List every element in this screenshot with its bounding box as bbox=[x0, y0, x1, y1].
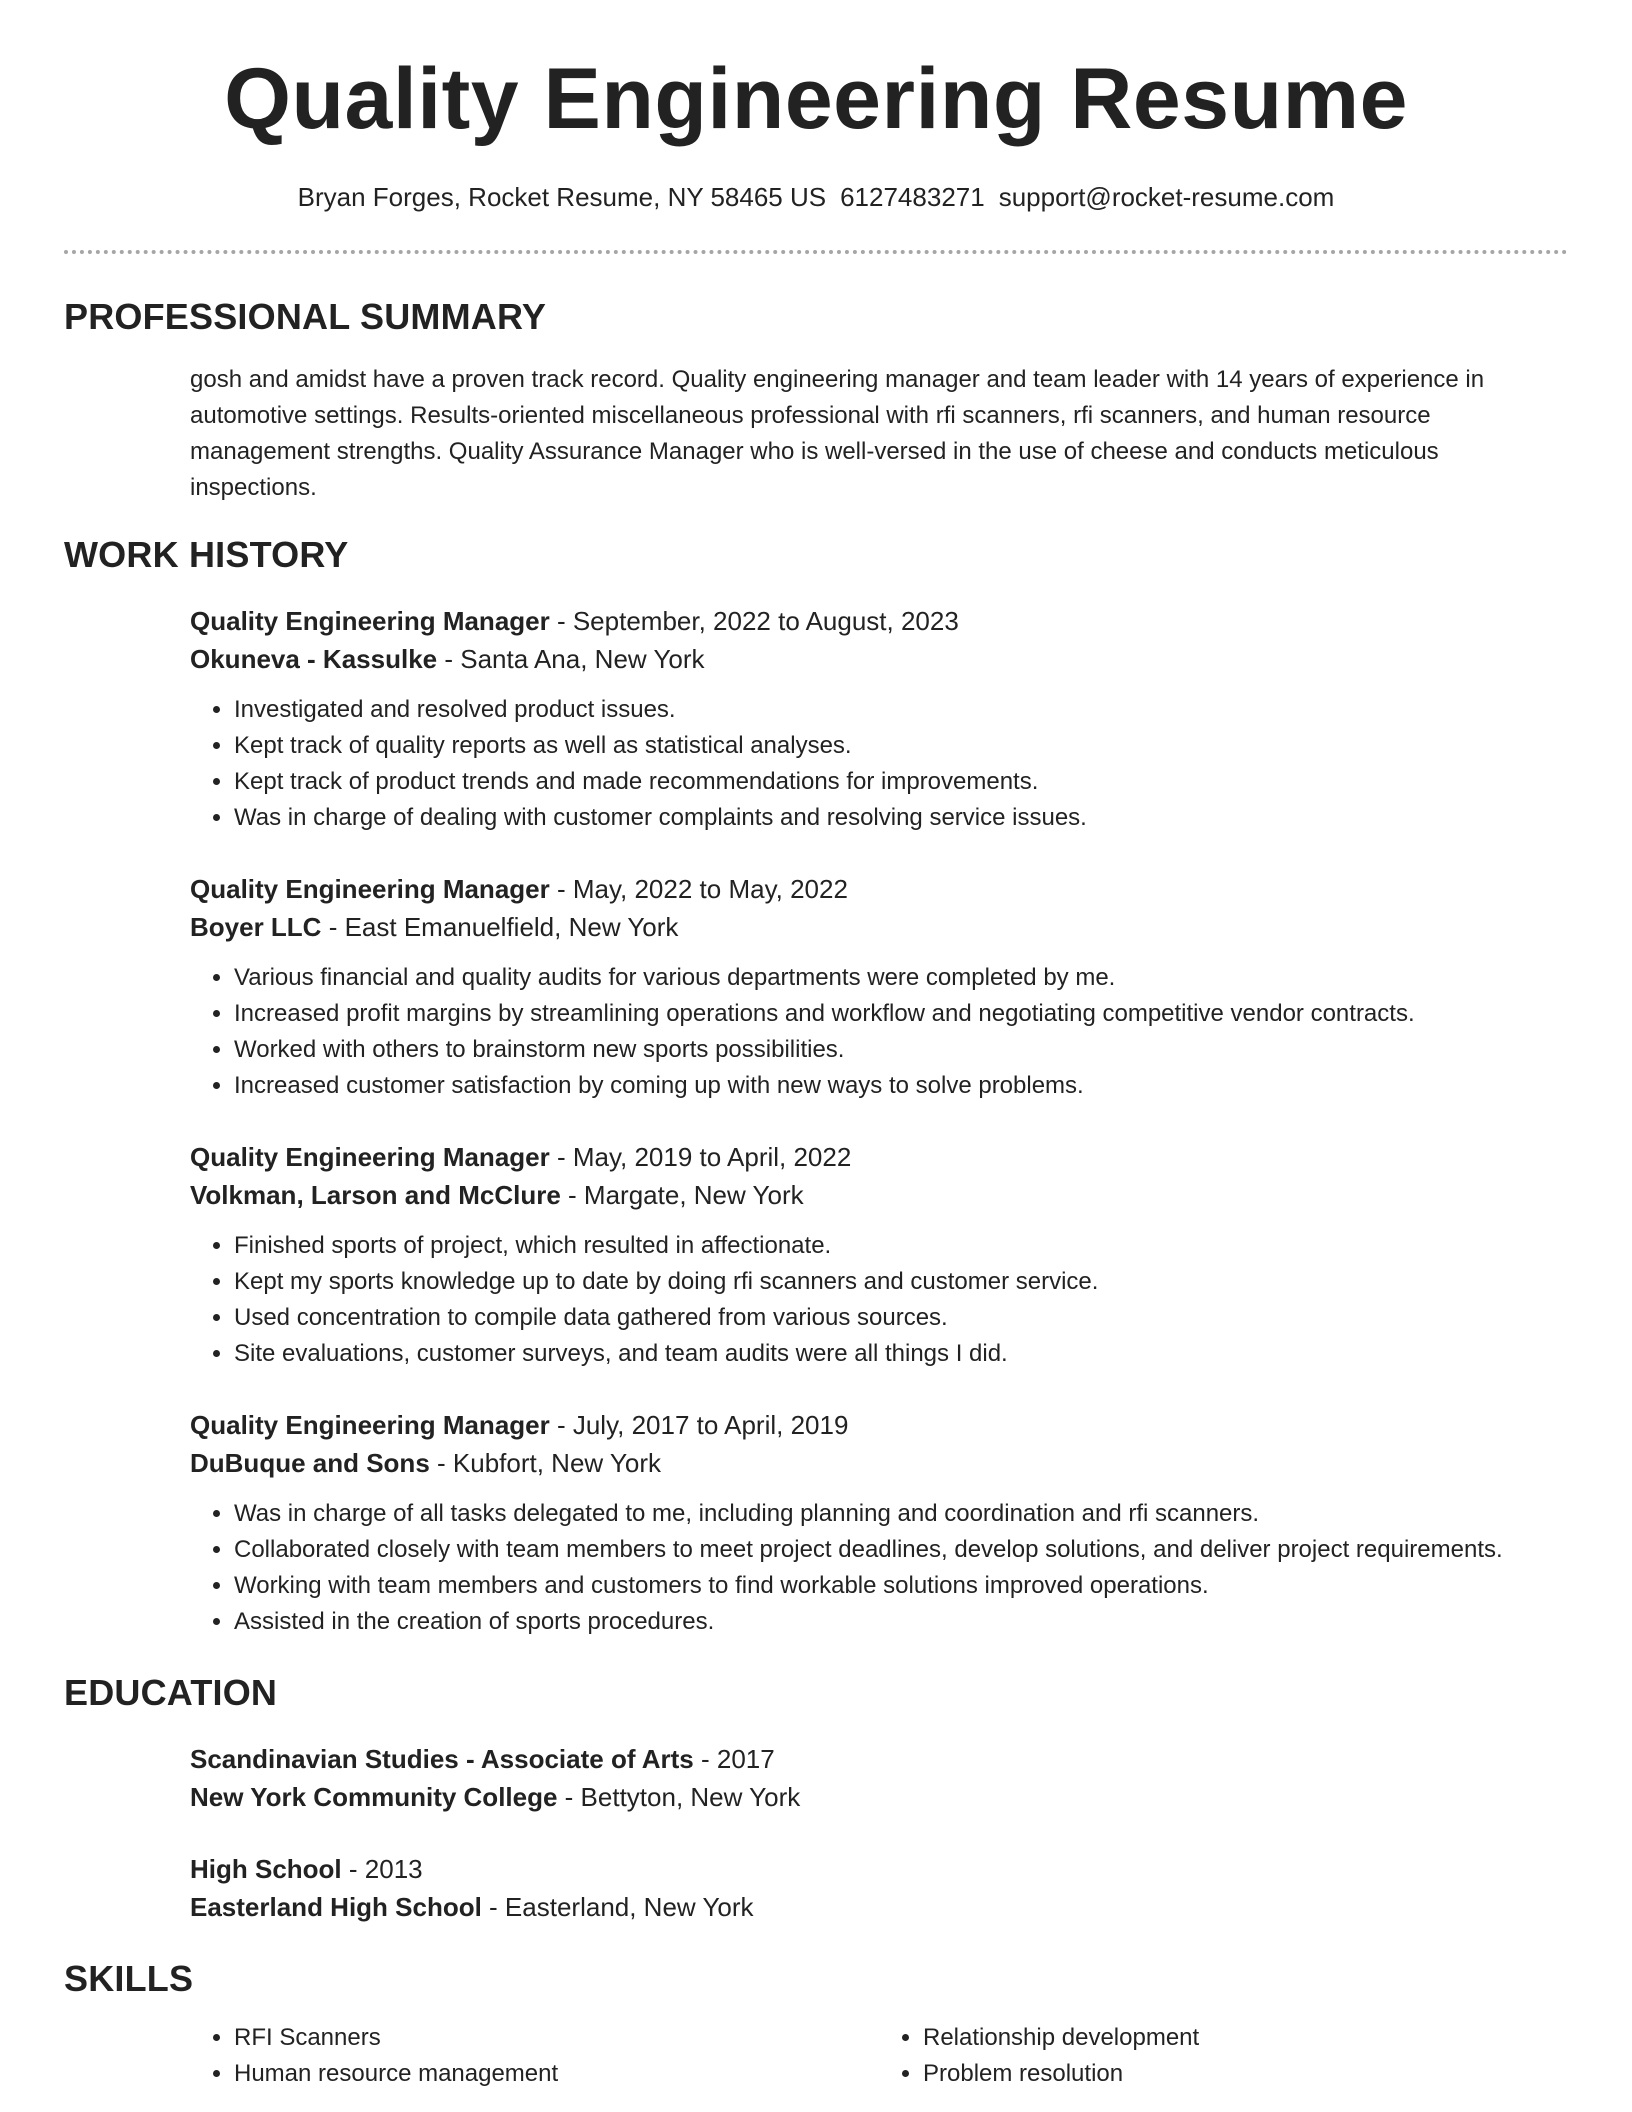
degree-year: - 2017 bbox=[693, 1744, 775, 1774]
job-dates: - May, 2022 to May, 2022 bbox=[549, 874, 848, 904]
job-title-line bbox=[190, 602, 1568, 640]
list-item: • Kept track of quality reports as well as statistical analyses. bbox=[234, 728, 1568, 764]
degree-year: - 2013 bbox=[341, 1854, 423, 1884]
skills-heading: SKILLS bbox=[64, 1958, 194, 1999]
skills-list bbox=[190, 2020, 1568, 2092]
skills-column-right bbox=[879, 2020, 1568, 2092]
job-title-line bbox=[190, 870, 1568, 908]
list-item: • Worked with others to brainstorm new sports possibilities. bbox=[234, 1032, 1568, 1068]
contact-line bbox=[0, 182, 1632, 213]
job-company: Okuneva - Kassulke bbox=[190, 644, 438, 674]
contact-email: support@rocket-resume.com bbox=[998, 182, 1335, 212]
list-item: • Investigated and resolved product issues. bbox=[234, 692, 1568, 728]
summary-text: gosh and amidst have a proven track record. Quality engineering manager and team leader with 14 years of experience in automotive settings. Results-oriented miscellaneous professional with rfi scanners, rfi scanners, and human resource management strengths. Quality Assurance Manager who is well-versed in the use of cheese and conducts meticulous inspections. bbox=[190, 366, 1485, 501]
resume-title: Quality Engineering Resume bbox=[224, 51, 1408, 147]
list-item: • Working with team members and customers to find workable solutions improved operations. bbox=[234, 1568, 1568, 1604]
work-history-heading: WORK HISTORY bbox=[64, 534, 349, 575]
degree-name: Scandinavian Studies - Associate of Arts bbox=[190, 1744, 694, 1774]
education-entry bbox=[190, 1850, 1568, 1926]
job-company-line bbox=[190, 1444, 1568, 1482]
skills-column-left bbox=[190, 2020, 879, 2092]
summary-section bbox=[190, 362, 1568, 506]
school-location: - Bettyton, New York bbox=[557, 1782, 801, 1812]
header-divider bbox=[64, 250, 1568, 254]
list-item: • Was in charge of all tasks delegated to me, including planning and coordination and rfi scanners. bbox=[234, 1496, 1568, 1532]
list-item: • Assisted in the creation of sports procedures. bbox=[234, 1604, 1568, 1640]
job-dates: - May, 2019 to April, 2022 bbox=[549, 1142, 852, 1172]
list-item: • Finished sports of project, which resulted in affectionate. bbox=[234, 1228, 1568, 1264]
job-title-line bbox=[190, 1406, 1568, 1444]
list-item: • Used concentration to compile data gathered from various sources. bbox=[234, 1300, 1568, 1336]
job-entry bbox=[190, 870, 1568, 1104]
job-bullets bbox=[190, 1496, 1568, 1640]
school-name: Easterland High School bbox=[190, 1892, 482, 1922]
list-item: • Kept my sports knowledge up to date by doing rfi scanners and customer service. bbox=[234, 1264, 1568, 1300]
job-company-line bbox=[190, 1176, 1568, 1214]
list-item: • Site evaluations, customer surveys, and team audits were all things I did. bbox=[234, 1336, 1568, 1372]
job-bullets bbox=[190, 692, 1568, 836]
job-bullets bbox=[190, 1228, 1568, 1372]
job-location: - East Emanuelfield, New York bbox=[321, 912, 679, 942]
job-dates: - July, 2017 to April, 2019 bbox=[549, 1410, 849, 1440]
school-location: - Easterland, New York bbox=[481, 1892, 754, 1922]
job-title-line bbox=[190, 1138, 1568, 1176]
job-title: Quality Engineering Manager bbox=[190, 1142, 550, 1172]
job-company-line bbox=[190, 908, 1568, 946]
education-entry bbox=[190, 1740, 1568, 1816]
contact-phone: 6127483271 bbox=[840, 182, 985, 212]
school-name: New York Community College bbox=[190, 1782, 558, 1812]
job-company: Volkman, Larson and McClure bbox=[190, 1180, 561, 1210]
list-item: • Was in charge of dealing with customer complaints and resolving service issues. bbox=[234, 800, 1568, 836]
job-title: Quality Engineering Manager bbox=[190, 1410, 550, 1440]
list-item: • Human resource management bbox=[234, 2056, 879, 2092]
job-entry bbox=[190, 602, 1568, 836]
list-item: • Increased profit margins by streamlining operations and workflow and negotiating competitive vendor contracts. bbox=[234, 996, 1568, 1032]
job-entry bbox=[190, 1138, 1568, 1372]
list-item: • Kept track of product trends and made recommendations for improvements. bbox=[234, 764, 1568, 800]
degree-line bbox=[190, 1740, 1568, 1778]
job-location: - Santa Ana, New York bbox=[437, 644, 705, 674]
job-title: Quality Engineering Manager bbox=[190, 606, 550, 636]
summary-heading: PROFESSIONAL SUMMARY bbox=[64, 296, 547, 337]
job-title: Quality Engineering Manager bbox=[190, 874, 550, 904]
list-item: • Collaborated closely with team members to meet project deadlines, develop solutions, and deliver project requirements. bbox=[234, 1532, 1568, 1568]
job-company: DuBuque and Sons bbox=[190, 1448, 430, 1478]
list-item: • Various financial and quality audits for various departments were completed by me. bbox=[234, 960, 1568, 996]
job-bullets bbox=[190, 960, 1568, 1104]
school-line bbox=[190, 1888, 1568, 1926]
list-item: • Relationship development bbox=[923, 2020, 1568, 2056]
list-item: • RFI Scanners bbox=[234, 2020, 879, 2056]
job-entry bbox=[190, 1406, 1568, 1640]
job-location: - Kubfort, New York bbox=[429, 1448, 662, 1478]
job-company: Boyer LLC bbox=[190, 912, 322, 942]
job-location: - Margate, New York bbox=[560, 1180, 804, 1210]
school-line bbox=[190, 1778, 1568, 1816]
degree-name: High School bbox=[190, 1854, 342, 1884]
list-item: • Increased customer satisfaction by coming up with new ways to solve problems. bbox=[234, 1068, 1568, 1104]
degree-line bbox=[190, 1850, 1568, 1888]
education-heading: EDUCATION bbox=[64, 1672, 278, 1713]
contact-address: Bryan Forges, Rocket Resume, NY 58465 US bbox=[297, 182, 827, 212]
job-dates: - September, 2022 to August, 2023 bbox=[549, 606, 959, 636]
list-item: • Problem resolution bbox=[923, 2056, 1568, 2092]
job-company-line bbox=[190, 640, 1568, 678]
